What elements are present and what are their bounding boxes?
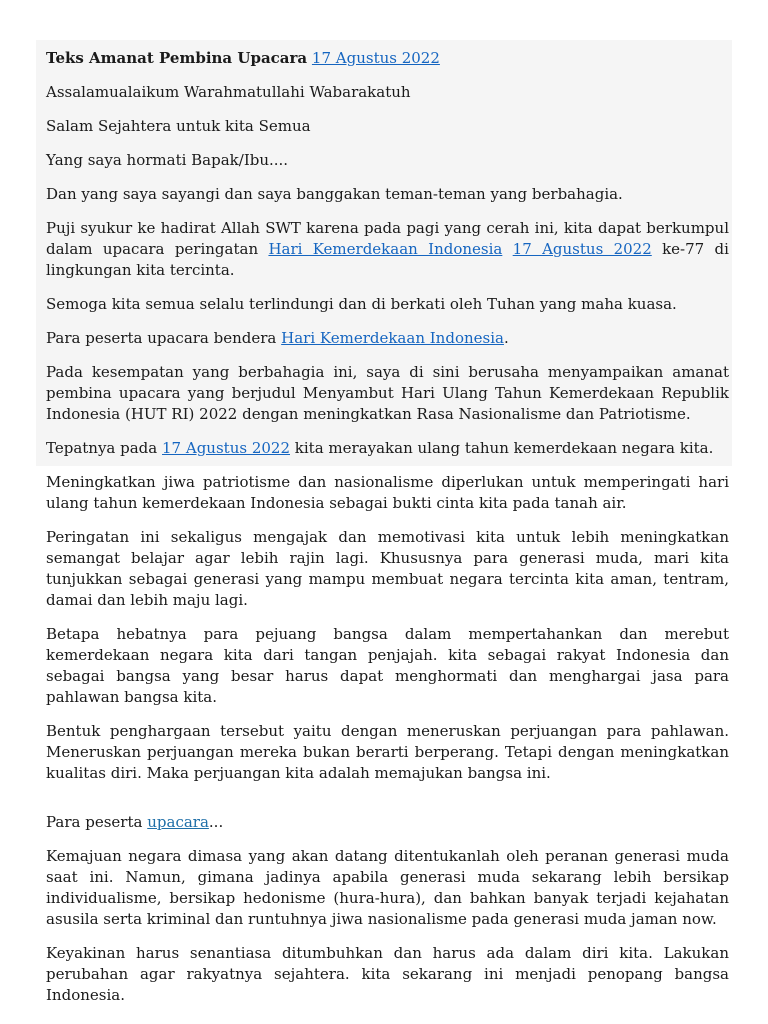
conviction-paragraph: Keyakinan harus senantiasa ditumbuhkan dan harus ada dalam diri kita. Lakukan perubahan agar rakyatnya sejahtera. kita sekarang ini menjadi penopang bangsa Indonesia.: [46, 944, 729, 1004]
document-title: [46, 48, 729, 69]
gratitude-paragraph: [46, 218, 729, 281]
celebration-text-end: kita merayakan ulang tahun kemerdekaan negara kita.: [294, 439, 714, 457]
respect-paragraph: Yang saya hormati Bapak/Ibu....: [46, 151, 289, 169]
occasion-paragraph: Pada kesempatan yang berbahagia ini, saya di sini berusaha menyampaikan amanat pembina upacara yang berjudul Menyambut Hari Ulang Tahun Kemerdekaan Republik Indonesia (HUT RI) 2022 dengan meningkatkan Rasa Nasionalisme dan Patriotisme.: [46, 363, 729, 423]
patriotism-paragraph: Meningkatkan jiwa patriotisme dan nasionalisme diperlukan untuk memperingati hari ulang tahun kemerdekaan Indonesia sebagai bukti cinta kita pada tanah air.: [46, 473, 729, 512]
document-body: [46, 48, 729, 1019]
date-link-2[interactable]: 17 Agustus 2022: [162, 439, 290, 457]
participants-text-2: Para peserta: [46, 813, 143, 831]
gratitude-text-end: ke-77 di lingkungan kita tercinta.: [46, 240, 729, 279]
date-link[interactable]: 17 Agustus 2022: [512, 240, 652, 258]
heroes-paragraph: Betapa hebatnya para pejuang bangsa dalam mempertahankan dan merebut kemerdekaan negara kita dari tangan penjajah. kita sebagai rakyat Indonesia dan sebagai bangsa yang besar harus dapat menghormati dan menghargai jasa para pahlawan bangsa kita.: [46, 625, 729, 706]
independence-day-link[interactable]: Hari Kemerdekaan Indonesia: [268, 240, 503, 258]
participants-text-end: .: [503, 329, 509, 347]
blessing-paragraph: Semoga kita semua selalu terlindungi dan di berkati oleh Tuhan yang maha kuasa.: [46, 295, 677, 313]
participants-paragraph: [46, 328, 729, 349]
gratitude-text: Puji syukur ke hadirat Allah SWT karena pada pagi yang cerah ini, kita dapat berkumpul dalam upacara peringatan: [46, 219, 729, 258]
ceremony-link[interactable]: upacara: [147, 813, 209, 831]
title-date-link[interactable]: 17 Agustus 2022: [311, 49, 440, 67]
motivation-paragraph: Peringatan ini sekaligus mengajak dan memotivasi kita untuk lebih meningkatkan semangat belajar agar lebih rajin lagi. Khususnya para generasi muda, mari kita tunjukkan sebagai generasi yang mampu membuat negara tercinta kita aman, tentram, damai dan lebih maju lagi.: [46, 528, 729, 609]
independence-day-link-2[interactable]: Hari Kemerdekaan Indonesia: [281, 329, 504, 347]
salutation-paragraph: Salam Sejahtera untuk kita Semua: [46, 117, 311, 135]
greeting-paragraph: Assalamualaikum Warahmatullahi Wabarakatuh: [46, 83, 411, 101]
celebration-text: Tepatnya pada: [46, 439, 158, 457]
participants-text: Para peserta upacara bendera: [46, 329, 277, 347]
youth-paragraph: Kemajuan negara dimasa yang akan datang ditentukanlah oleh peranan generasi muda saat ini. Namun, gimana jadinya apabila generasi muda sekarang lebih bersikap individualisme, bersikap hedonisme (hura-hura), dan bahkan banyak terjadi kejahatan asusila serta kriminal dan runtuhnya jiwa nasionalisme pada generasi muda jaman now.: [46, 847, 729, 928]
ellipsis-text: ...: [208, 813, 224, 831]
address-paragraph: Dan yang saya sayangi dan saya banggakan teman-teman yang berbahagia.: [46, 185, 623, 203]
title-text: Teks Amanat Pembina Upacara: [46, 49, 308, 67]
participants-paragraph-2: [46, 812, 729, 833]
appreciation-paragraph: Bentuk penghargaan tersebut yaitu dengan meneruskan perjuangan para pahlawan. Meneruskan perjuangan mereka bukan berarti berperang. Tetapi dengan meningkatkan kualitas diri. Maka perjuangan kita adalah memajukan bangsa ini.: [46, 722, 729, 782]
celebration-paragraph: [46, 438, 729, 459]
